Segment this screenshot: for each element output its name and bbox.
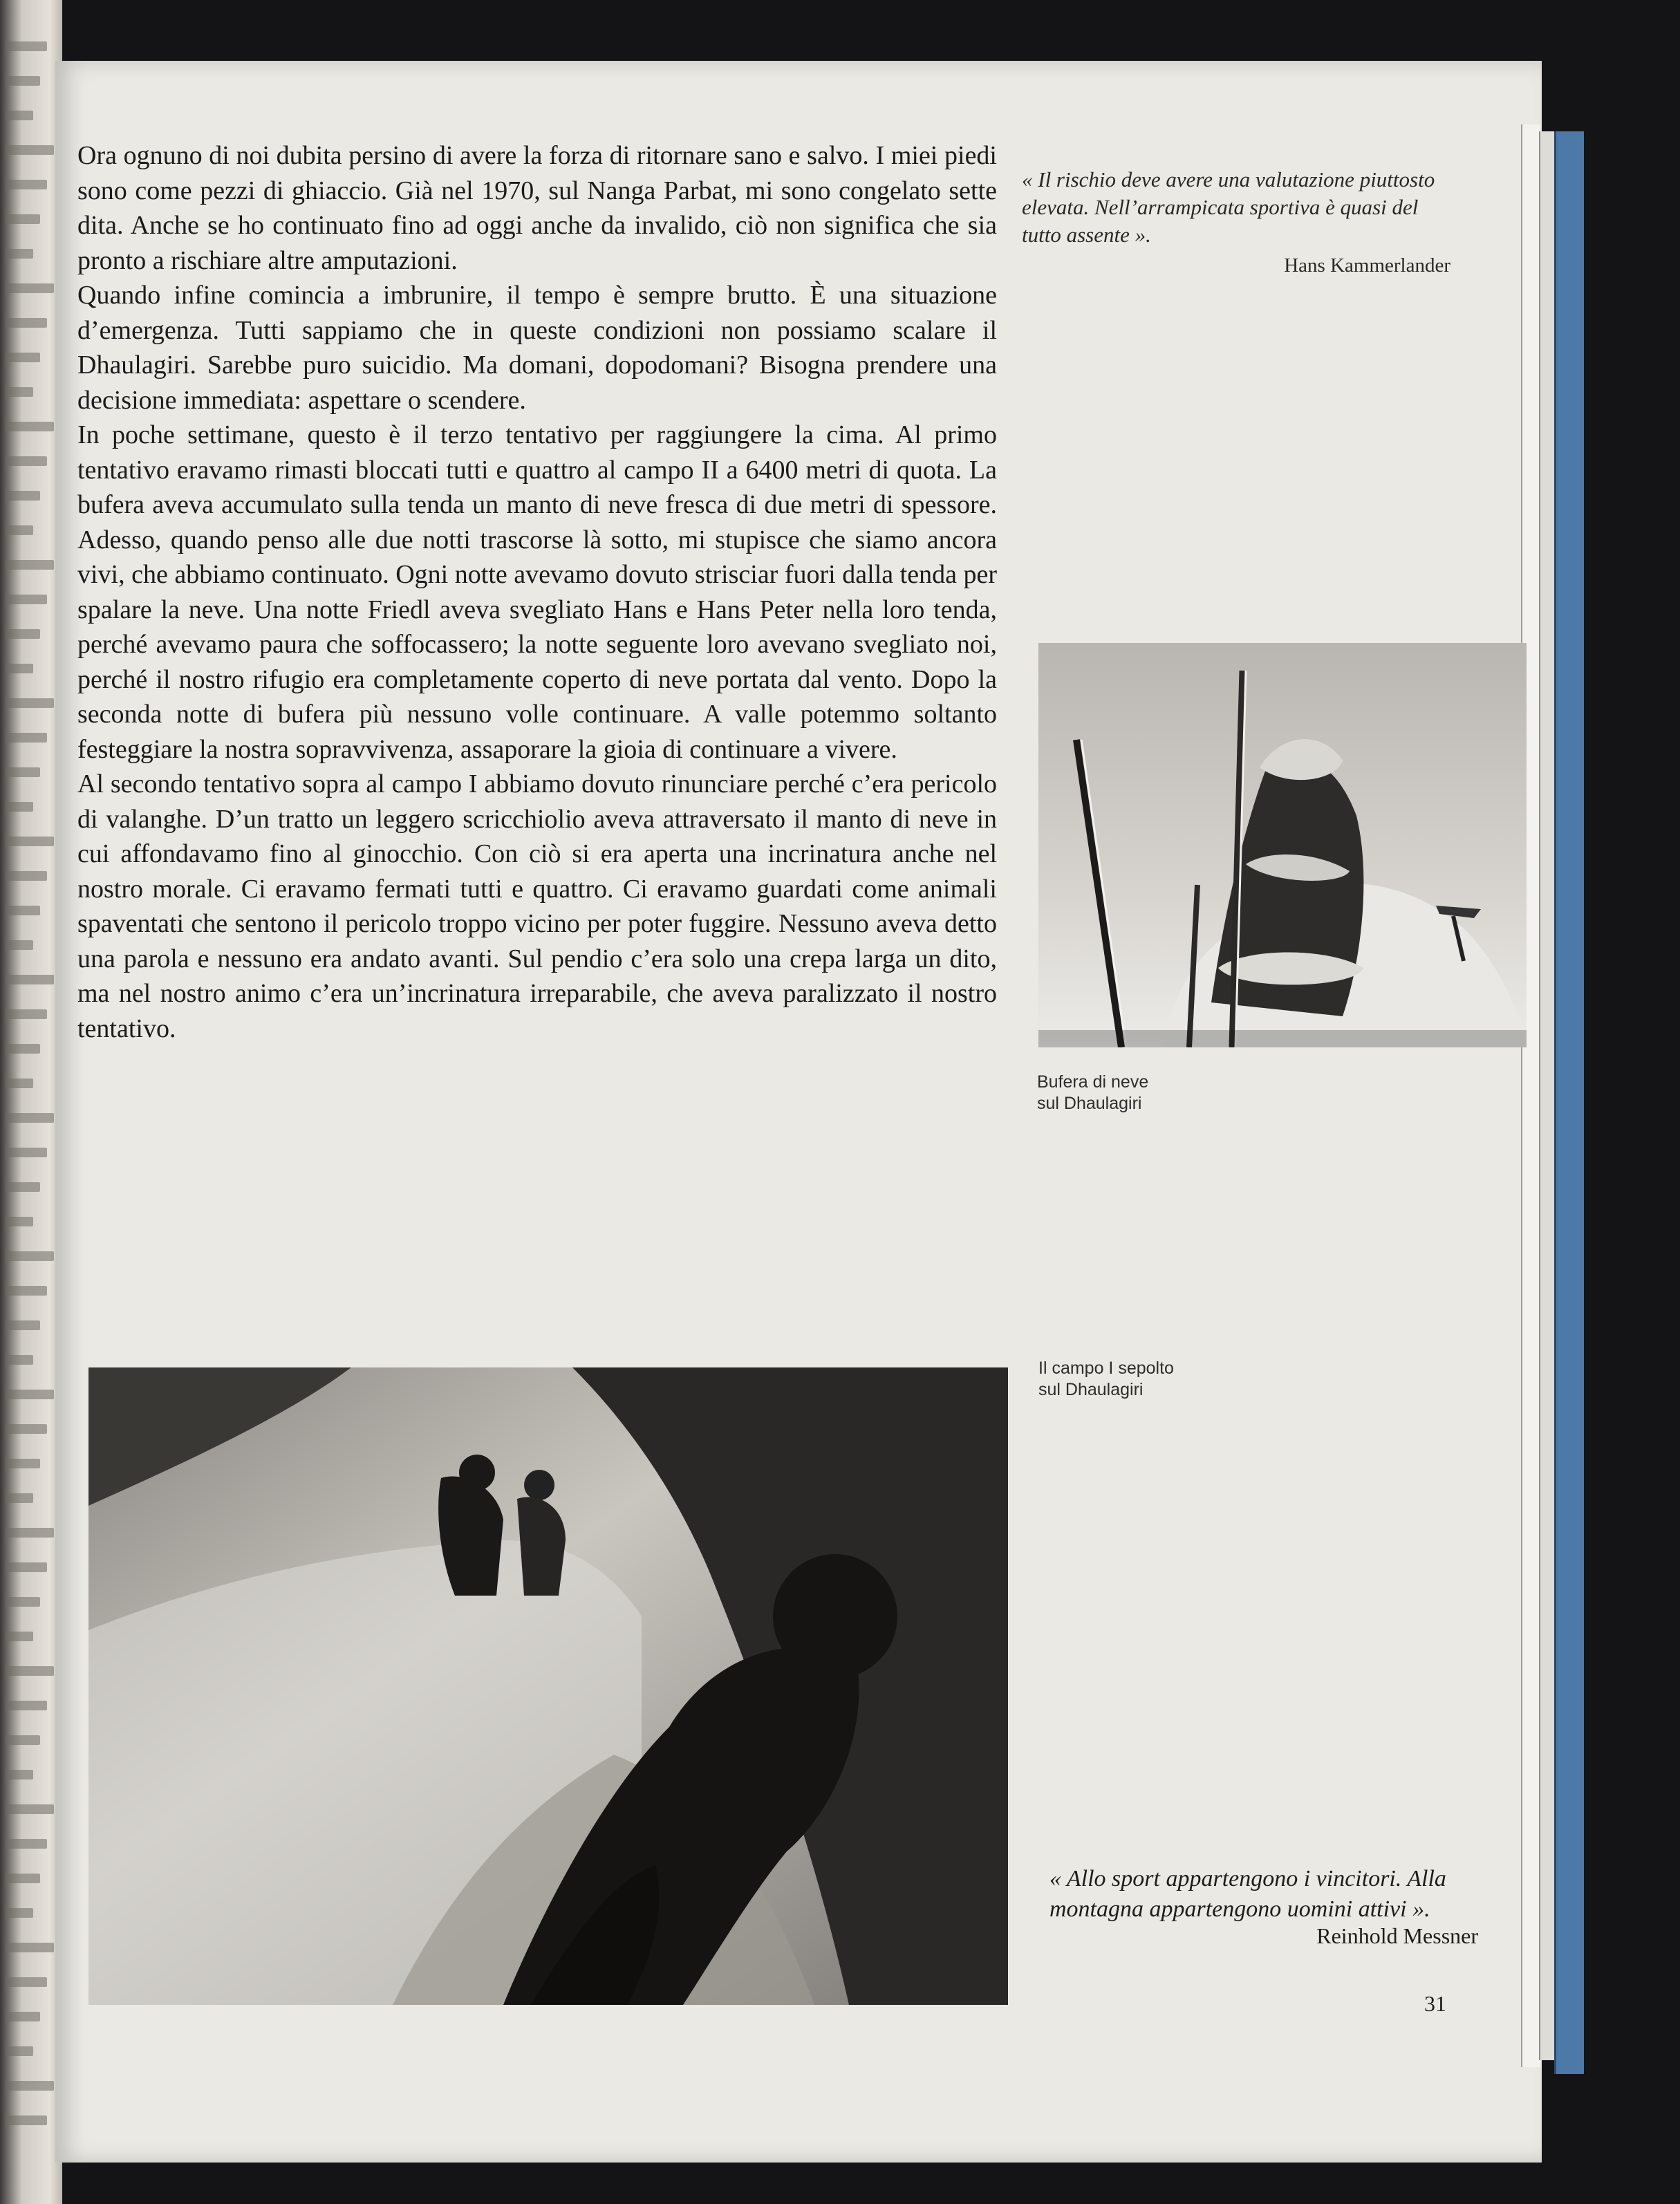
- previous-page-text-line: [6, 76, 40, 86]
- previous-page-text-line: [6, 1632, 33, 1641]
- previous-page-text-line: [6, 1528, 54, 1538]
- page-edge-inner: [1539, 131, 1556, 2060]
- previous-page-text-line: [6, 1320, 40, 1330]
- previous-page-text-line: [6, 145, 54, 155]
- previous-page-text-line: [6, 1804, 54, 1814]
- previous-page-text-line: [6, 802, 33, 812]
- previous-page-text-line: [6, 1148, 47, 1157]
- quote-bottom-text: « Allo sport appartengono i vincitori. Alla montagna appartengono uomini attivi ».: [1049, 1866, 1446, 1922]
- previous-page-text-line: [6, 1286, 47, 1296]
- previous-page-text-line: [6, 906, 40, 915]
- previous-page-text-line: [6, 1874, 40, 1883]
- paragraph-4: Al secondo tentativo sopra al campo I abbiamo dovuto rinunciare perché c’era pericolo di valanghe. D’un tratto un leggero scricchiolio aveva attraversato il manto di neve in cui affondavamo fino al ginocchio. Con ciò si era aperta una incrinatura anche nel nostro morale. Ci eravamo fermati tutti e quattro. Ci eravamo guardati come animali spaventati che sentono il pericolo troppo vicino per poter fuggire. Nessuno aveva detto una parola e nessuno era andato avanti. Sul pendio c’era solo una crepa larga un dito, ma nel nostro animo c’era un’incrinatura irreparabile, che aveva paralizzato il nostro tentativo.: [77, 769, 997, 1043]
- previous-page-text-line: [6, 871, 47, 881]
- quote-bottom-author: Reinhold Messner: [1316, 1923, 1478, 1948]
- previous-page-text-line: [6, 111, 33, 120]
- previous-page-text-line: [6, 1459, 40, 1468]
- previous-page-text-line: [6, 560, 54, 570]
- caption-top: Bufera di neve sul Dhaulagiri: [1037, 1072, 1149, 1113]
- previous-page-text-line: [6, 1044, 40, 1054]
- previous-page-text-line: [6, 214, 40, 224]
- previous-page-text-line: [6, 1908, 33, 1918]
- previous-page-text-line: [6, 1251, 54, 1261]
- previous-page-text-line: [6, 525, 33, 535]
- previous-page-text-line: [6, 249, 33, 259]
- previous-page-text-line: [6, 629, 40, 639]
- previous-page-text-line: [6, 595, 47, 604]
- previous-page-text-line: [6, 767, 40, 777]
- previous-page-text-line: [6, 1701, 47, 1710]
- previous-page-text-line: [6, 1597, 40, 1607]
- previous-page-text-line: [6, 2046, 33, 2056]
- previous-page-text-line: [6, 1839, 47, 1849]
- previous-page-text-line: [6, 1735, 40, 1745]
- previous-page-text-line: [6, 1424, 47, 1434]
- previous-page-text-line: [6, 491, 40, 501]
- paragraph-1: Ora ognuno di noi dubita persino di avere la forza di ritornare sano e salvo. I miei piedi sono come pezzi di ghiaccio. Già nel 1970, sul Nanga Parbat, mi sono congelato sette dita. Anche se ho continuato fino ad oggi anche da invalido, ciò non significa che sia pronto a rischiare altre amputazioni.: [77, 141, 997, 275]
- page-number: 31: [1424, 1991, 1446, 2016]
- quote-top-author: Hans Kammerlander: [1284, 254, 1450, 277]
- previous-page-text-line: [6, 1217, 33, 1226]
- previous-page-text-line: [6, 733, 47, 743]
- previous-page-text-line: [6, 180, 47, 189]
- previous-page-text-line: [6, 975, 54, 984]
- previous-page-text-line: [6, 1666, 54, 1676]
- paragraph-2: Quando infine comincia a imbrunire, il tempo è sempre brutto. È una situazione d’emergenza. Tutti sappiamo che in queste condizioni non possiamo scalare il Dhaulagiri. Sarebbe puro suicidio. Ma domani, dopodomani? Bisogna prendere una decisione immediata: aspettare o scendere.: [77, 281, 997, 415]
- previous-page-text-line: [6, 422, 54, 431]
- previous-page-text-line: [6, 1977, 47, 1987]
- previous-page-text-line: [6, 1182, 40, 1192]
- sidebar-quote-top: [1022, 166, 1450, 279]
- previous-page-text-line: [6, 283, 54, 293]
- quote-top-text: « Il rischio deve avere una valutazione piuttosto elevata. Nell’arrampicata sportiva è quasi del tutto assente ».: [1022, 167, 1435, 247]
- previous-page-text-line: [6, 353, 40, 362]
- main-text-column: [77, 138, 997, 1046]
- snowstorm-photo-image: [1038, 643, 1527, 1047]
- previous-page-text-line: [6, 456, 47, 466]
- page-edge: [1521, 124, 1540, 2067]
- book-cover-edge: [1554, 131, 1584, 2074]
- previous-page-text-line: [6, 1493, 33, 1503]
- previous-page-text-line: [6, 1355, 33, 1365]
- previous-page-text-line: [6, 1770, 33, 1780]
- photo-buried-camp: [88, 1367, 1008, 2005]
- previous-page-text-line: [6, 698, 54, 708]
- buried-camp-photo-image: [88, 1367, 1008, 2005]
- caption-bottom: Il campo I sepolto sul Dhaulagiri: [1038, 1358, 1174, 1399]
- previous-page-text-line: [6, 387, 33, 397]
- previous-page-text-line: [6, 2116, 47, 2125]
- previous-page-text-line: [6, 1562, 47, 1572]
- previous-page-text-line: [6, 1078, 33, 1088]
- previous-page-text-line: [6, 1390, 54, 1399]
- previous-page-text-line: [6, 41, 47, 51]
- previous-page-text-line: [6, 837, 54, 846]
- previous-page-text-line: [6, 1943, 54, 1952]
- previous-page-text-line: [6, 2012, 40, 2021]
- previous-page-text-line: [6, 664, 33, 673]
- previous-page-text-line: [6, 940, 33, 950]
- paragraph-3: In poche settimane, questo è il terzo tentativo per raggiungere la cima. Al primo tentativo eravamo rimasti bloccati tutti e quattro al campo II a 6400 metri di quota. La bufera aveva accumulato sulla tenda un manto di neve fresca di due metri di spessore. Adesso, quando penso alle due notti trascorse là sotto, mi stupisce che siamo ancora vivi, che abbiamo continuato. Ogni notte avevamo dovuto strisciar fuori dalla tenda per spalare la neve. Una notte Friedl aveva svegliato Hans e Hans Peter nella loro tenda, perché avevamo paura che soffocassero; la notte seguente loro avevano svegliato noi, perché il nostro rifugio era completamente coperto di neve portata dal vento. Dopo la seconda notte di bufera più nessuno volle continuare. A valle potemmo soltanto festeggiare la nostra sopravvivenza, assaporare la gioia di continuare a vivere.: [77, 420, 997, 764]
- previous-page-text-line: [6, 2081, 54, 2091]
- previous-page-text-line: [6, 318, 47, 328]
- sidebar-quote-bottom: [1049, 1864, 1478, 1951]
- previous-page-text-line: [6, 1113, 54, 1123]
- previous-page-edge: [0, 0, 62, 2204]
- previous-page-text-line: [6, 1009, 47, 1019]
- photo-snowstorm: [1038, 643, 1527, 1047]
